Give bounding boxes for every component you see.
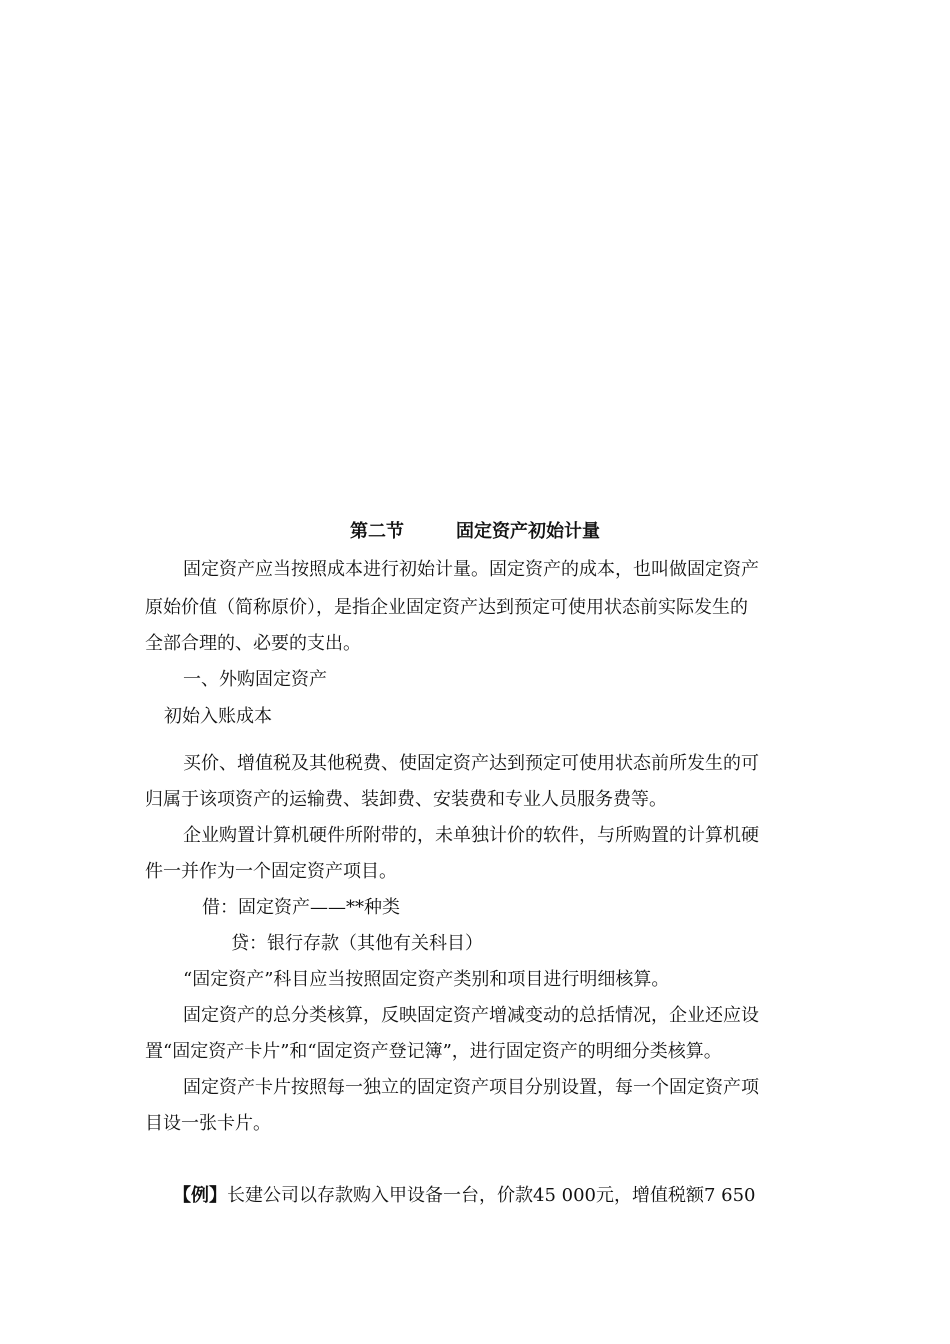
example-line [173, 1184, 756, 1208]
paragraph-line: 全部合理的、必要的支出。 [145, 633, 361, 654]
journal-credit: 贷：银行存款（其他有关科目） [231, 933, 483, 954]
paragraph-line: 归属于该项资产的运输费、装卸费、安装费和专业人员服务费等。 [145, 789, 667, 810]
example-text: 长建公司以存款购入甲设备一台，价款45 000元，增值税额7 650 [227, 1185, 756, 1206]
paragraph-line: 买价、增值税及其他税费、使固定资产达到预定可使用状态前所发生的可 [183, 753, 759, 774]
paragraph-line: 固定资产应当按照成本进行初始计量。固定资产的成本，也叫做固定资产 [183, 559, 759, 580]
section-heading: 固定资产初始计量 [456, 521, 600, 542]
section-number: 第二节 [350, 521, 404, 542]
section-title [0, 520, 950, 544]
paragraph-line: “固定资产”科目应当按照固定资产类别和项目进行明细核算。 [183, 969, 670, 990]
paragraph-line: 件一并作为一个固定资产项目。 [145, 861, 397, 882]
paragraph-line: 固定资产的总分类核算，反映固定资产增减变动的总括情况，企业还应设 [183, 1005, 759, 1026]
subheading-initial-cost: 初始入账成本 [164, 706, 272, 727]
example-label: 【例】 [173, 1185, 227, 1206]
heading-external-purchase: 一、外购固定资产 [183, 669, 327, 690]
paragraph-line: 企业购置计算机硬件所附带的，未单独计价的软件，与所购置的计算机硬 [183, 825, 759, 846]
paragraph-line: 置“固定资产卡片”和“固定资产登记簿”，进行固定资产的明细分类核算。 [145, 1041, 722, 1062]
paragraph-line: 原始价值（简称原价），是指企业固定资产达到预定可使用状态前实际发生的 [145, 597, 748, 618]
journal-debit: 借：固定资产——**种类 [202, 897, 400, 918]
paragraph-line: 固定资产卡片按照每一独立的固定资产项目分别设置，每一个固定资产项 [183, 1077, 759, 1098]
paragraph-line: 目设一张卡片。 [145, 1113, 271, 1134]
